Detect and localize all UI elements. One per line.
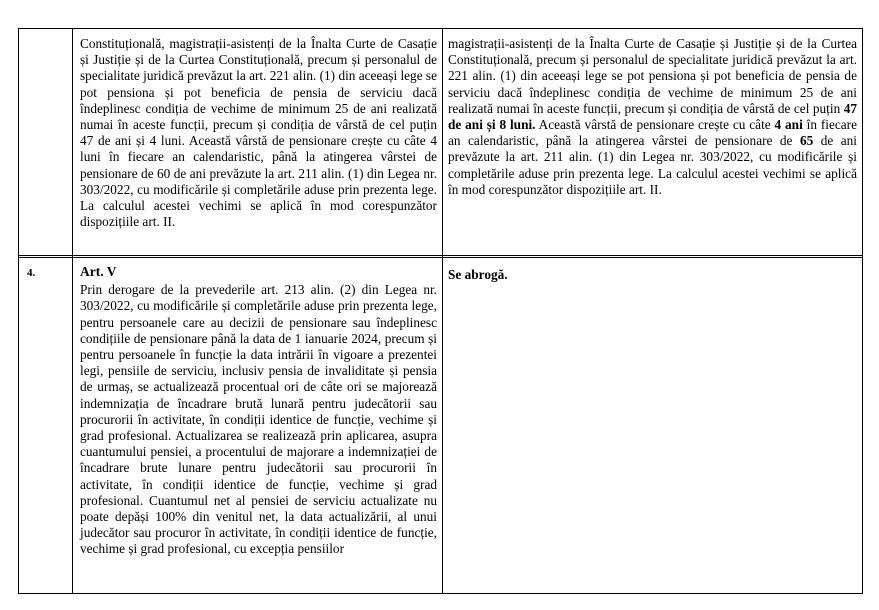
original-text: Constituțională, magistrații-asistenți de la Înalta Curte de Casație și Justiție și de la Curtea Constituțională, precum și personalul de specialitate juridică prevăzut la art. 221 alin. (1) din aceeași lege se pot pensiona și pot beneficia de pensia de serviciu dacă îndeplinesc condiția de vechime de minimum 25 de ani realizată numai în aceste funcții, precum și condiția de vârstă de cel puțin 47 de ani și 4 luni. Această vârstă de pensionare crește cu câte 4 luni în fiecare an calendaristic, până la atingerea vârstei de pensionare de 60 de ani prevăzute la art. 211 alin. (1) din Legea nr. 303/2022, cu modificările și completările aduse prin prezenta lege. La calculul acestei vechimi se aplică în mod corespunzător dispozițiile art. II. — [80, 36, 438, 230]
row-number — [19, 29, 72, 38]
amended-text-part: Această vârstă de pensionare crește cu câte — [535, 117, 775, 133]
amended-text-part: magistrații-asistenți de la Înalta Curte de Casație și Justiție și de la Curtea Constituțională, precum și personalul de specialitate juridică prevăzut la art. 221 alin. (1) din aceeași lege se pot pensiona și pot beneficia de pensia de serviciu dacă îndeplinesc condiția de vechime de minimum 25 de ani realizată numai în aceste funcții, precum și condiția de vârstă de cel puțin — [448, 36, 857, 116]
amended-text-bold: 47 de ani și 8 luni. — [448, 100, 857, 133]
row-number-cell — [19, 258, 73, 594]
original-text-cell — [73, 258, 443, 594]
table-row — [19, 29, 863, 256]
comparison-table — [18, 28, 863, 594]
row-number: 4. — [27, 267, 36, 279]
amended-text-bold: 65 — [799, 133, 814, 149]
amended-text-part: de ani prevăzute la art. 211 alin. (1) din Legea nr. 303/2022, cu modificările și completările aduse prin prezenta lege. La calculul acestei vechimi se aplică în mod corespunzător dispozițiile art. II. — [448, 133, 857, 197]
repealed-note: Se abrogă. — [448, 267, 508, 282]
row-number-cell — [19, 29, 73, 256]
article-body: Prin derogare de la prevederile art. 213 alin. (2) din Legea nr. 303/2022, cu modificările și completările aduse prin prezenta lege, pentru persoanele care au decizii de pensionare sau îndeplinesc condițiile de pensionare până la data de 1 ianuarie 2024, precum și pentru persoanele în funcție la data intrării în vigoare a prezentei legi, pensiile de serviciu, inclusiv pensia de invaliditate și pensia de urmaș, se actualizează procentual ori de câte ori se majorează indemnizația de încadrare brută lunară pentru judecătorii sau procurorii în activitate, în condiții identice de funcție, vechime și grad profesional. Actualizarea se realizează prin aplicarea, asupra cuantumului pensiei, a procentului de majorare a indemnizației de încadrare brute lunare pentru judecătorii sau procurorii în activitate, în condiții identice de funcție, vechime și grad profesional. Cuantumul net al pensiei de serviciu actualizate nu poate depăși 100% din venitul net, la data actualizării, al unui judecător sau procuror în activitate, în condiții identice de funcție, vechime și grad profesional, cu excepția pensiilor — [80, 282, 437, 557]
amended-text-bold: 4 ani — [774, 117, 803, 133]
amended-text-part: în fiecare an calendaristic, până la atingerea vârstei de pensionare de — [448, 117, 857, 149]
original-text-cell — [73, 29, 443, 256]
amended-text — [443, 29, 862, 198]
amended-text-cell — [443, 29, 863, 256]
amended-text-cell — [443, 258, 863, 594]
table-row — [19, 258, 863, 594]
article-title: Art. V — [80, 264, 117, 279]
